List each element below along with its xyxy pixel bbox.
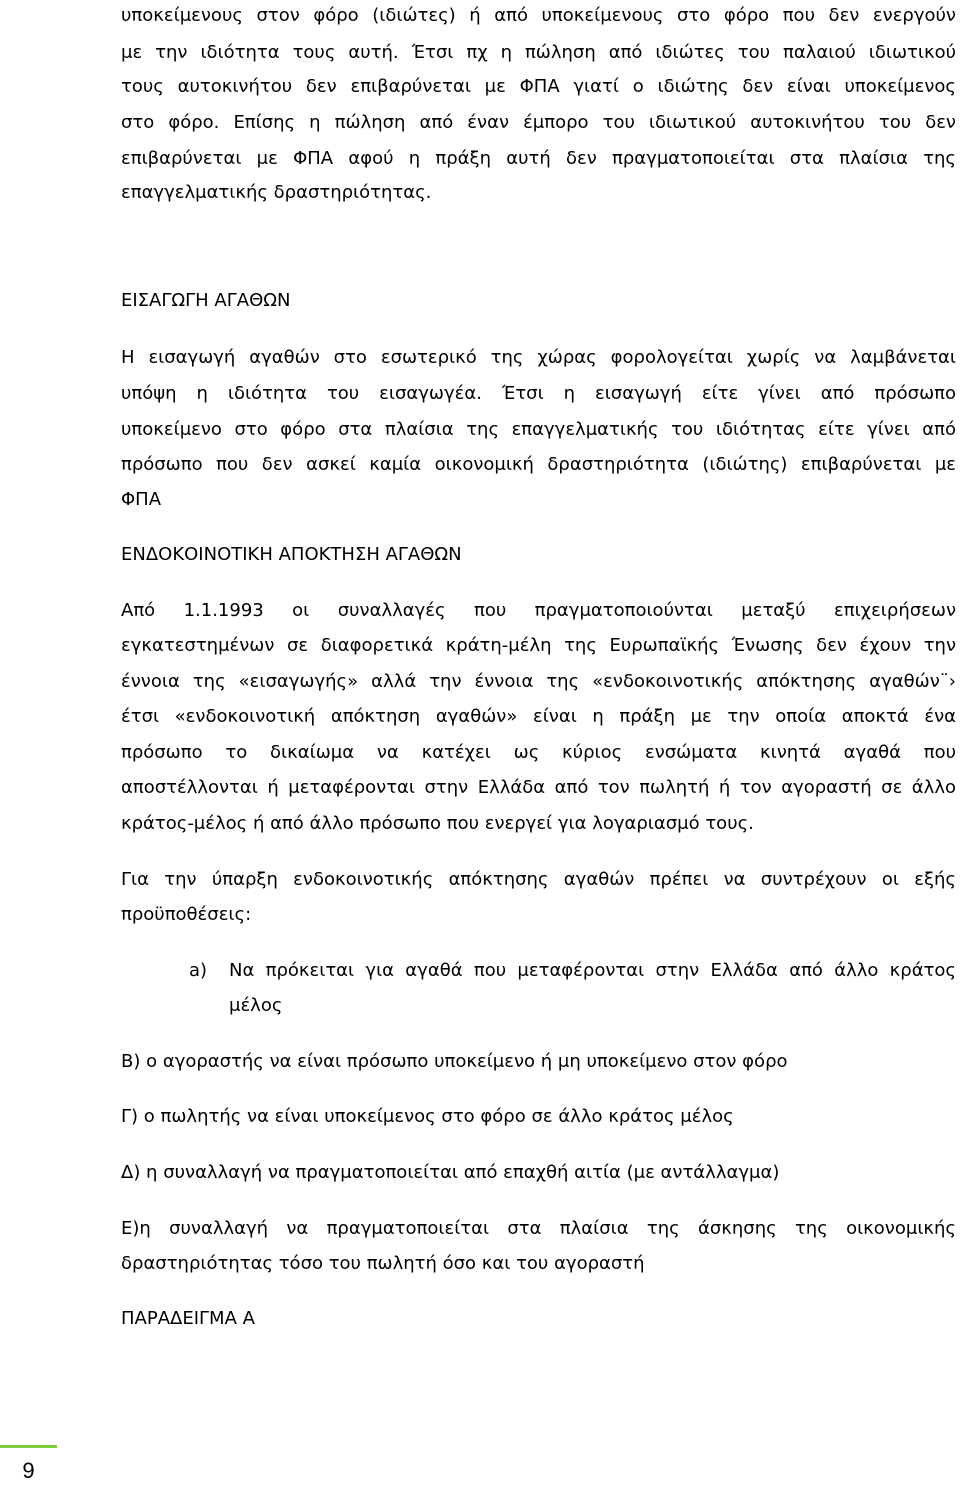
section-heading-imports: ΕΙΣΑΓΩΓΗ ΑΓΑΘΩΝ bbox=[121, 290, 291, 311]
text-line: πρόσωπο που δεν ασκεί καμία οικονομική δραστηριότητα (ιδιώτης) επιβαρύνεται με bbox=[121, 454, 956, 475]
text-line: επαγγελματικής δραστηριότητας. bbox=[121, 182, 432, 203]
section-heading-intra-eu: ΕΝΔΟΚΟΙΝΟΤΙΚΗ ΑΠΟΚΤΗΣΗ ΑΓΑΘΩΝ bbox=[121, 544, 462, 565]
text-line: δραστηριότητας τόσο του πωλητή όσο και του αγοραστή bbox=[121, 1253, 645, 1274]
text-line: υποκείμενους στον φόρο (ιδιώτες) ή από υποκείμενους στο φόρο που δεν ενεργούν bbox=[121, 5, 956, 26]
text-line: υπόψη η ιδιότητα του εισαγωγέα. Έτσι η εισαγωγή είτε γίνει από πρόσωπο bbox=[121, 383, 956, 404]
text-line: κράτος-μέλος ή από άλλο πρόσωπο που ενεργεί για λογαριασμό τους. bbox=[121, 813, 754, 834]
section-heading-example: ΠΑΡΑΔΕΙΓΜΑ Α bbox=[121, 1308, 255, 1329]
text-line: ΦΠΑ bbox=[121, 489, 162, 510]
text-line: Για την ύπαρξη ενδοκοινοτικής απόκτησης αγαθών πρέπει να συντρέχουν οι εξής bbox=[121, 869, 956, 890]
page-number: 9 bbox=[22, 1458, 35, 1483]
text-line: έτσι «ενδοκοινοτική απόκτηση αγαθών» είναι η πράξη με την οποία αποκτά ένα bbox=[121, 706, 956, 727]
text-line: εγκατεστημένων σε διαφορετικά κράτη-μέλη της Ευρωπαϊκής Ένωσης δεν έχουν την bbox=[121, 635, 956, 656]
text-line: με την ιδιότητα τους αυτή. Έτσι πχ η πώληση από ιδιώτες του παλαιού ιδιωτικού bbox=[121, 42, 956, 63]
footer-accent-bar bbox=[0, 1445, 57, 1448]
condition-b: Β) ο αγοραστής να είναι πρόσωπο υποκείμενο ή μη υποκείμενο στον φόρο bbox=[121, 1051, 788, 1072]
text-line: Να πρόκειται για αγαθά που μεταφέρονται στην Ελλάδα από άλλο κράτος bbox=[229, 960, 956, 981]
condition-d: Δ) η συναλλαγή να πραγματοποιείται από επαχθή αιτία (με αντάλλαγμα) bbox=[121, 1162, 780, 1183]
text-line: πρόσωπο το δικαίωμα να κατέχει ως κύριος ενσώματα κινητά αγαθά που bbox=[121, 742, 956, 763]
text-line: στο φόρο. Επίσης η πώληση από έναν έμπορο του ιδιωτικού αυτοκινήτου του δεν bbox=[121, 112, 956, 133]
text-line: υποκείμενο στο φόρο στα πλαίσια της επαγγελματικής του ιδιότητας είτε γίνει από bbox=[121, 419, 956, 440]
text-line: μέλος bbox=[229, 995, 283, 1016]
text-line: προϋποθέσεις: bbox=[121, 904, 252, 925]
condition-c: Γ) ο πωλητής να είναι υποκείμενος στο φόρο σε άλλο κράτος μέλος bbox=[121, 1106, 734, 1127]
text-line: Ε)η συναλλαγή να πραγματοποιείται στα πλαίσια της άσκησης της οικονομικής bbox=[121, 1218, 956, 1239]
list-marker: a) bbox=[189, 960, 208, 981]
text-line: επιβαρύνεται με ΦΠΑ αφού η πράξη αυτή δεν πραγματοποιείται στα πλαίσια της bbox=[121, 148, 956, 169]
text-line: αποστέλλονται ή μεταφέρονται στην Ελλάδα από τον πωλητή ή τον αγοραστή σε άλλο bbox=[121, 777, 956, 798]
text-line: Η εισαγωγή αγαθών στο εσωτερικό της χώρας φορολογείται χωρίς να λαμβάνεται bbox=[121, 347, 956, 368]
text-line: έννοια της «εισαγωγής» αλλά την έννοια της «ενδοκοινοτικής απόκτησης αγαθών¨› bbox=[121, 671, 956, 692]
text-line: Από 1.1.1993 οι συναλλαγές που πραγματοποιούνται μεταξύ επιχειρήσεων bbox=[121, 600, 956, 621]
text-line: τους αυτοκινήτου δεν επιβαρύνεται με ΦΠΑ γιατί ο ιδιώτης δεν είναι υποκείμενος bbox=[121, 76, 956, 97]
